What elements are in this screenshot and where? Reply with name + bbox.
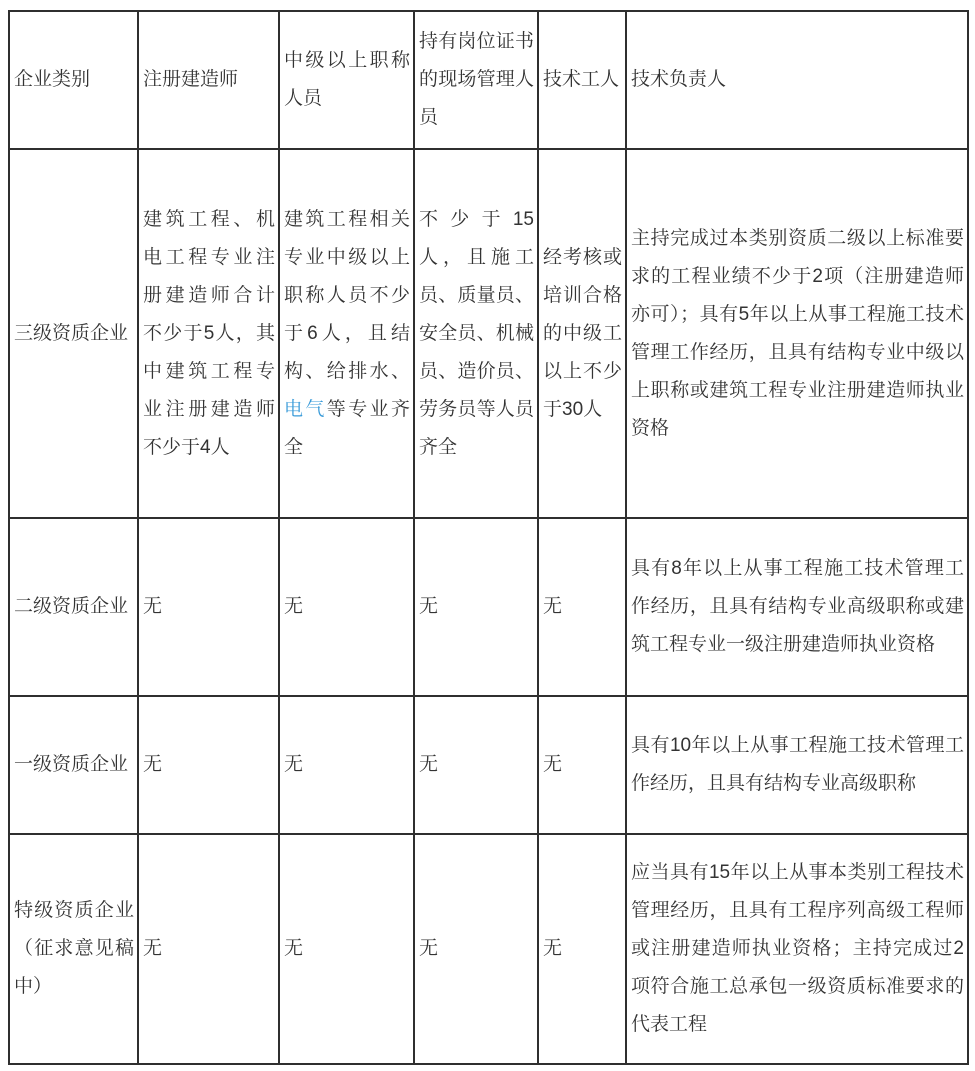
cell-mid-level-title-staff: 无 xyxy=(279,696,414,834)
header-row xyxy=(9,11,968,149)
header-registered-builders: 注册建造师 xyxy=(138,11,279,149)
cell-skilled-workers: 无 xyxy=(538,834,626,1064)
cell-certified-site-managers: 无 xyxy=(414,834,538,1064)
cell-mid-level-title-staff: 无 xyxy=(279,518,414,696)
cell-technical-director: 具有8年以上从事工程施工技术管理工作经历，且具有结构专业高级职称或建筑工程专业一级注册建造师执业资格 xyxy=(626,518,968,696)
cell-certified-site-managers: 无 xyxy=(414,696,538,834)
cell-mid-level-title-staff: 无 xyxy=(279,834,414,1064)
cell-skilled-workers: 无 xyxy=(538,696,626,834)
cell-category: 一级资质企业 xyxy=(9,696,138,834)
cell-category: 二级资质企业 xyxy=(9,518,138,696)
cell-category: 特级资质企业（征求意见稿中） xyxy=(9,834,138,1064)
row-level1-enterprise xyxy=(9,696,968,834)
cell-technical-director: 主持完成过本类别资质二级以上标准要求的工程业绩不少于2项（注册建造师亦可）；具有5年以上从事工程施工技术管理工作经历，且具有结构专业中级以上职称或建筑工程专业注册建造师执业资格 xyxy=(626,149,968,518)
row-special-level-enterprise xyxy=(9,834,968,1064)
cell-certified-site-managers: 无 xyxy=(414,518,538,696)
row-level2-enterprise xyxy=(9,518,968,696)
cell-registered-builders: 无 xyxy=(138,696,279,834)
header-skilled-workers: 技术工人 xyxy=(538,11,626,149)
row-level3-enterprise xyxy=(9,149,968,518)
cell-registered-builders: 建筑工程、机电工程专业注册建造师合计不少于5人，其中建筑工程专业注册建造师不少于4人 xyxy=(138,149,279,518)
header-certified-site-managers: 持有岗位证书的现场管理人员 xyxy=(414,11,538,149)
cell-technical-director: 应当具有15年以上从事本类别工程技术管理经历，且具有工程序列高级工程师或注册建造师执业资格；主持完成过2项符合施工总承包一级资质标准要求的代表工程 xyxy=(626,834,968,1064)
mid-title-text-pre: 建筑工程相关专业中级以上职称人员不少于6人，且结构、给排水、 xyxy=(284,208,410,382)
cell-skilled-workers: 经考核或培训合格的中级工以上不少于30人 xyxy=(538,149,626,518)
qualification-standards-table xyxy=(8,10,969,1065)
cell-registered-builders: 无 xyxy=(138,518,279,696)
dianqi-link[interactable]: 电气 xyxy=(284,398,327,420)
header-mid-level-title-staff: 中级以上职称人员 xyxy=(279,11,414,149)
cell-category: 三级资质企业 xyxy=(9,149,138,518)
cell-technical-director: 具有10年以上从事工程施工技术管理工作经历，且具有结构专业高级职称 xyxy=(626,696,968,834)
header-enterprise-category: 企业类别 xyxy=(9,11,138,149)
mid-title-text-post: 等专业齐全 xyxy=(284,398,410,458)
cell-registered-builders: 无 xyxy=(138,834,279,1064)
cell-certified-site-managers: 不少于15人，且施工员、质量员、安全员、机械员、造价员、劳务员等人员齐全 xyxy=(414,149,538,518)
header-technical-director: 技术负责人 xyxy=(626,11,968,149)
cell-mid-level-title-staff xyxy=(279,149,414,518)
cell-skilled-workers: 无 xyxy=(538,518,626,696)
